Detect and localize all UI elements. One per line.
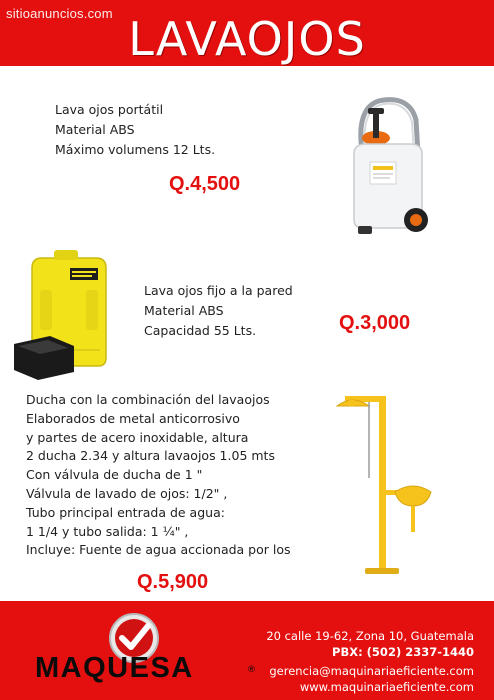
wall-eyewash-image (10, 246, 122, 382)
product-2-description (144, 281, 293, 341)
product-3-line: Incluye: Fuente de agua accionada por los (26, 542, 291, 558)
product-3-line: Elaborados de metal anticorrosivo (26, 410, 240, 426)
product-2-line: Lava ojos fijo a la pared (144, 283, 293, 298)
product-1-line: Lava ojos portátil (55, 102, 164, 117)
product-3-line: 2 ducha 2.34 y altura lavaojos 1.05 mts (26, 448, 275, 464)
product-2-line: Capacidad 55 Lts. (144, 323, 257, 338)
product-3-line: Ducha con la combinación del lavaojos (26, 392, 270, 407)
product-2-price: Q.3,000 (339, 312, 411, 334)
shower-eyewash-station-image (335, 380, 445, 576)
product-1-line: Máximo volumens 12 Lts. (55, 142, 216, 157)
product-3-line: y partes de acero inoxidable, altura (26, 429, 249, 445)
product-1-description (55, 100, 215, 160)
portable-eyewash-image (340, 92, 440, 242)
product-3-description (26, 391, 291, 560)
product-3-line: Con válvula de ducha de 1 " (26, 467, 203, 483)
company-email: gerencia@maquinariaeficiente.com (269, 664, 474, 678)
company-website: www.maquinariaeficiente.com (299, 680, 474, 694)
product-1-price: Q.4,500 (169, 173, 241, 195)
company-address: 20 calle 19-62, Zona 10, Guatemala (266, 629, 474, 643)
product-3-line: Válvula de lavado de ojos: 1/2" , (26, 485, 228, 501)
brand-name: MAQUESA (35, 652, 194, 684)
product-2-line: Material ABS (144, 303, 224, 318)
product-1-line: Material ABS (55, 122, 135, 137)
company-phone: PBX: (502) 2337-1440 (332, 645, 474, 659)
product-3-line: 1 1/4 y tubo salida: 1 ¼" , (26, 523, 189, 539)
watermark-text: sitioanuncios.com (6, 6, 113, 21)
page-title: LAVAOJOS (128, 12, 366, 66)
registered-mark: ® (247, 665, 256, 675)
product-3-line: Tubo principal entrada de agua: (26, 504, 225, 520)
product-3-price: Q.5,900 (137, 571, 209, 593)
